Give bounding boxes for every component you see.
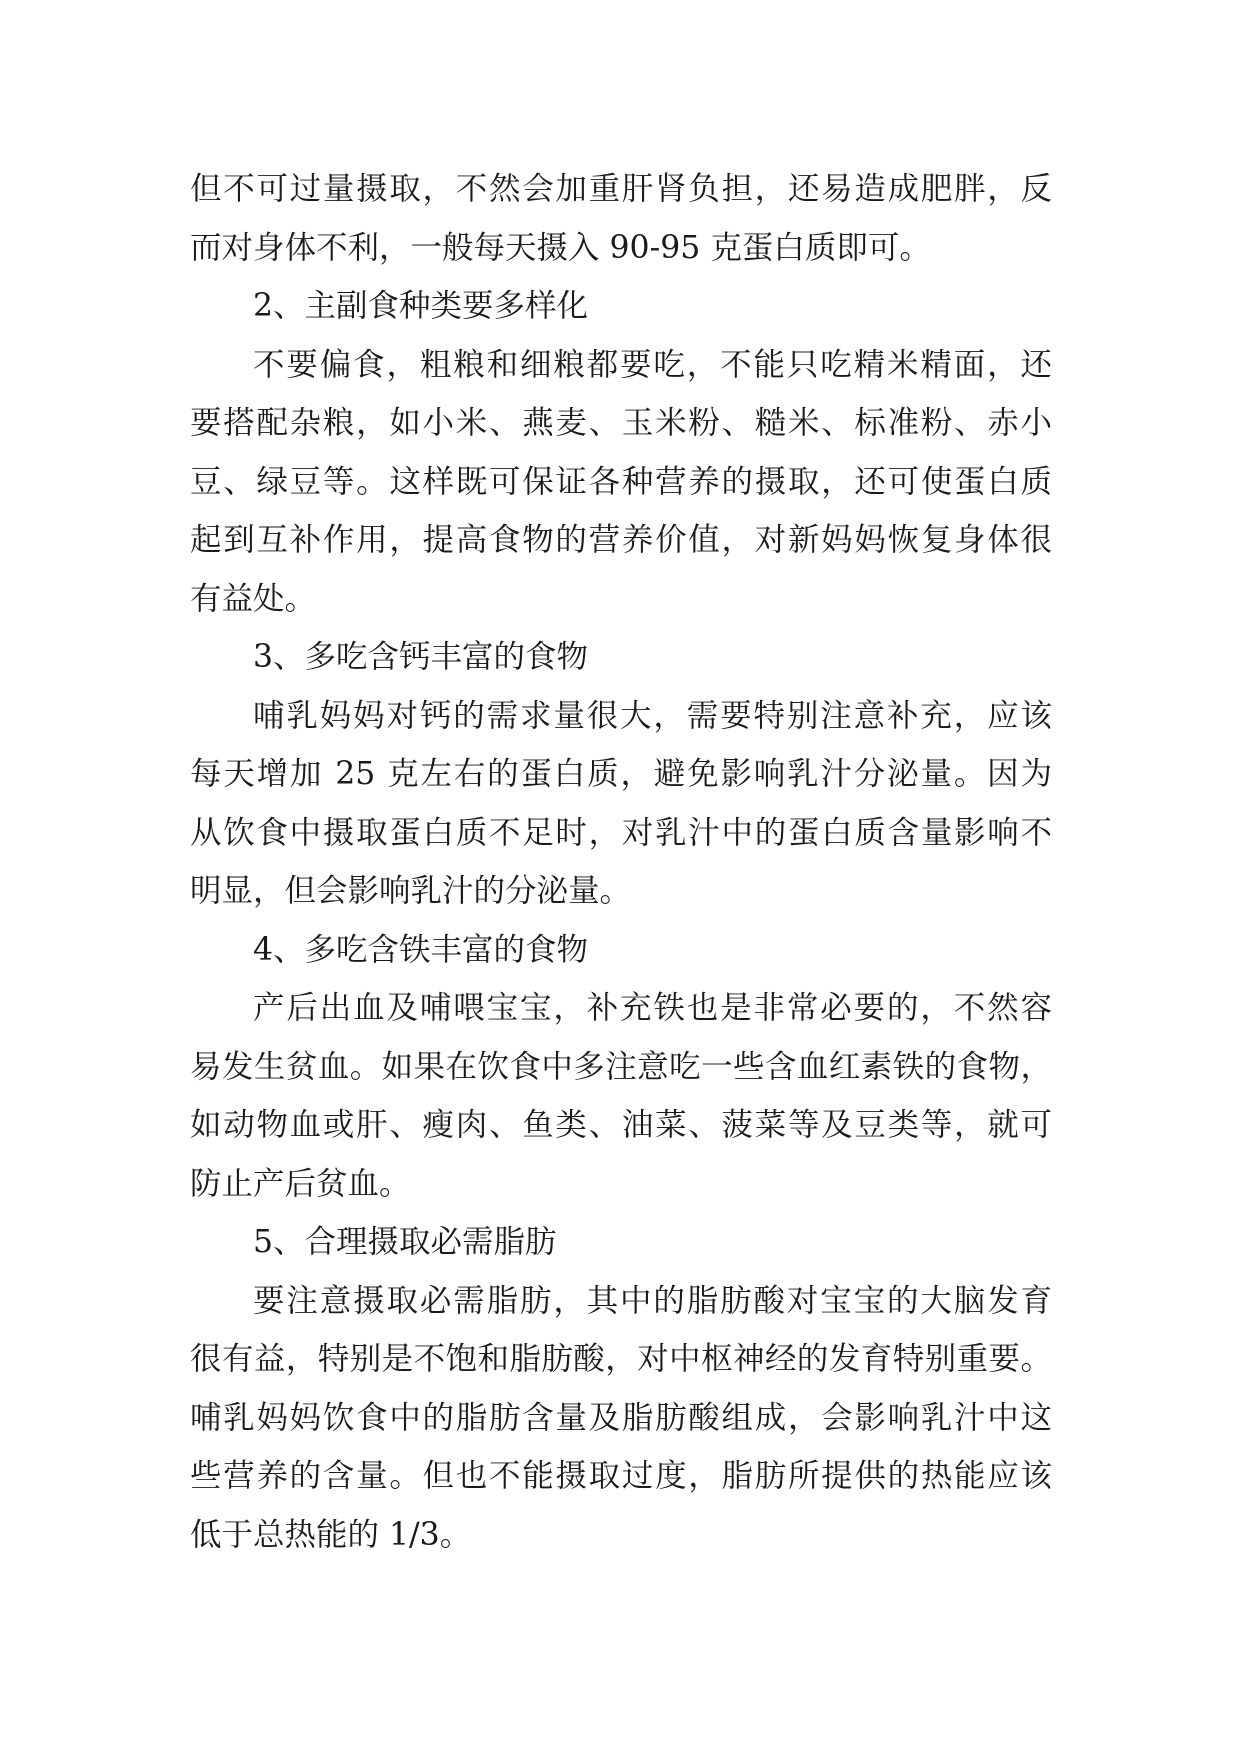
text-line: 如动物血或肝、瘦肉、鱼类、油菜、菠菜等及豆类等，就可	[190, 1107, 1052, 1143]
text-line: 些营养的含量。但也不能摄取过度，脂肪所提供的热能应该	[190, 1458, 1052, 1494]
text-line: 起到互补作用，提高食物的营养价值，对新妈妈恢复身体很	[190, 522, 1052, 558]
text-line: 而对身体不利，一般每天摄入 90-95 克蛋白质即可。	[190, 229, 931, 266]
text-line: 不要偏食，粗粮和细粮都要吃，不能只吃精米精面，还	[253, 346, 1052, 383]
text-line: 明显，但会影响乳汁的分泌量。	[190, 873, 632, 909]
text-line: 但不可过量摄取，不然会加重肝肾负担，还易造成肥胖，反	[190, 171, 1052, 207]
text-line: 哺乳妈妈饮食中的脂肪含量及脂肪酸组成，会影响乳汁中这	[190, 1399, 1052, 1436]
text-line: 产后出血及哺喂宝宝，补充铁也是非常必要的，不然容	[253, 990, 1052, 1026]
document-page	[190, 160, 1052, 1564]
text-line: 低于总热能的 1/3。	[190, 1516, 472, 1553]
section-heading: 2、主副食种类要多样化	[253, 288, 589, 324]
text-line: 有益处。	[190, 580, 317, 617]
text-line: 防止产后贫血。	[190, 1165, 411, 1202]
text-line: 豆、绿豆等。这样既可保证各种营养的摄取，还可使蛋白质	[190, 463, 1052, 500]
section-heading: 4、多吃含铁丰富的食物	[253, 931, 589, 968]
text-line: 要注意摄取必需脂肪，其中的脂肪酸对宝宝的大脑发育	[253, 1282, 1052, 1319]
text-line: 很有益，特别是不饱和脂肪酸，对中枢神经的发育特别重要。	[190, 1341, 1052, 1377]
text-line: 从饮食中摄取蛋白质不足时，对乳汁中的蛋白质含量影响不	[190, 814, 1052, 851]
section-heading: 5、合理摄取必需脂肪	[253, 1224, 557, 1260]
text-line: 每天增加 25 克左右的蛋白质，避免影响乳汁分泌量。因为	[190, 756, 1052, 792]
text-line: 易发生贫血。如果在饮食中多注意吃一些含血红素铁的食物，	[190, 1048, 1052, 1085]
text-line: 要搭配杂粮，如小米、燕麦、玉米粉、糙米、标准粉、赤小	[190, 405, 1052, 441]
section-heading: 3、多吃含钙丰富的食物	[253, 639, 589, 675]
text-line: 哺乳妈妈对钙的需求量很大，需要特别注意补充，应该	[253, 697, 1052, 734]
